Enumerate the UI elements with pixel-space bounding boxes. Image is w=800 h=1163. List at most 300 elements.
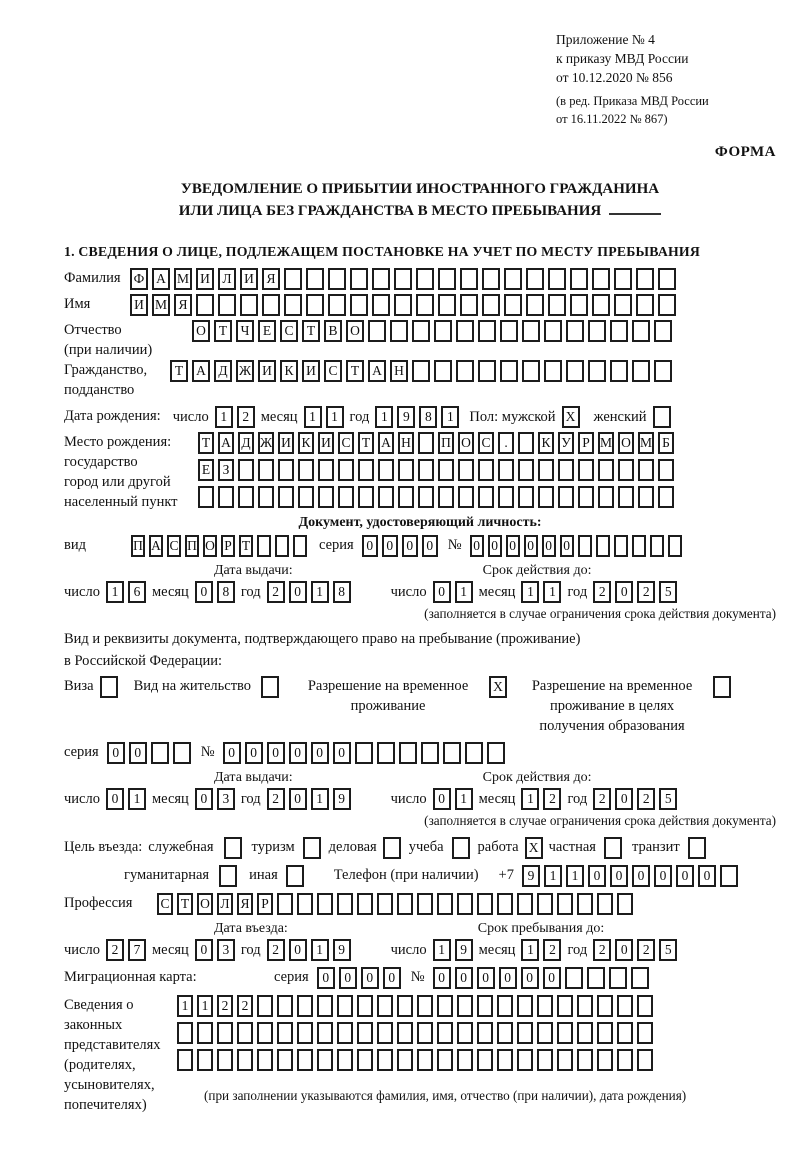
form-cell[interactable] [637, 1049, 653, 1071]
form-cell[interactable]: 2 [593, 788, 611, 810]
form-cell[interactable] [357, 995, 373, 1017]
form-cell[interactable] [293, 535, 307, 557]
form-cell[interactable] [417, 893, 433, 915]
form-cell[interactable] [498, 459, 514, 481]
form-cell[interactable] [277, 893, 293, 915]
form-cell[interactable] [434, 360, 452, 382]
form-cell[interactable] [460, 294, 478, 316]
form-cell[interactable] [437, 1049, 453, 1071]
form-cell[interactable] [497, 893, 513, 915]
form-cell[interactable] [456, 360, 474, 382]
form-cell[interactable] [258, 459, 274, 481]
form-cell[interactable] [258, 486, 274, 508]
form-cell[interactable] [277, 1022, 293, 1044]
form-cell[interactable] [412, 360, 430, 382]
form-cell[interactable]: Н [398, 432, 414, 454]
form-cell[interactable] [598, 459, 614, 481]
form-cell[interactable] [632, 360, 650, 382]
form-cell[interactable] [224, 837, 242, 859]
form-cell[interactable] [518, 459, 534, 481]
form-cell[interactable]: 3 [217, 788, 235, 810]
form-cell[interactable] [438, 459, 454, 481]
form-cell[interactable]: 0 [267, 742, 285, 764]
form-cell[interactable]: 0 [455, 967, 473, 989]
form-cell[interactable]: 0 [433, 788, 451, 810]
form-cell[interactable] [632, 320, 650, 342]
form-cell[interactable] [257, 535, 271, 557]
form-cell[interactable]: 2 [237, 406, 255, 428]
form-cell[interactable]: П [131, 535, 145, 557]
form-cell[interactable] [654, 360, 672, 382]
form-cell[interactable] [378, 486, 394, 508]
form-cell[interactable]: О [458, 432, 474, 454]
form-cell[interactable]: Т [346, 360, 364, 382]
form-cell[interactable] [518, 432, 534, 454]
form-cell[interactable]: 0 [195, 788, 213, 810]
form-cell[interactable]: 0 [560, 535, 574, 557]
form-cell[interactable]: 1 [304, 406, 322, 428]
form-cell[interactable] [398, 486, 414, 508]
form-cell[interactable] [557, 893, 573, 915]
form-cell[interactable] [317, 1022, 333, 1044]
form-cell[interactable] [317, 893, 333, 915]
form-cell[interactable]: Ф [130, 268, 148, 290]
form-cell[interactable] [592, 294, 610, 316]
form-cell[interactable]: М [152, 294, 170, 316]
form-cell[interactable] [522, 360, 540, 382]
form-cell[interactable]: 1 [311, 581, 329, 603]
form-cell[interactable]: Е [198, 459, 214, 481]
form-cell[interactable] [517, 893, 533, 915]
form-cell[interactable] [658, 294, 676, 316]
form-cell[interactable] [337, 1049, 353, 1071]
form-cell[interactable]: 0 [223, 742, 241, 764]
form-cell[interactable]: 0 [195, 939, 213, 961]
form-cell[interactable]: Ж [236, 360, 254, 382]
form-cell[interactable] [636, 294, 654, 316]
form-cell[interactable]: 0 [615, 581, 633, 603]
form-cell[interactable] [237, 1049, 253, 1071]
form-cell[interactable] [317, 1049, 333, 1071]
form-cell[interactable]: И [240, 268, 258, 290]
form-cell[interactable]: Т [170, 360, 188, 382]
form-cell[interactable] [416, 294, 434, 316]
form-cell[interactable]: 1 [197, 995, 213, 1017]
form-cell[interactable]: Ж [258, 432, 274, 454]
form-cell[interactable] [278, 486, 294, 508]
form-cell[interactable] [614, 294, 632, 316]
form-cell[interactable]: Я [237, 893, 253, 915]
form-cell[interactable] [418, 459, 434, 481]
form-cell[interactable] [497, 995, 513, 1017]
form-cell[interactable] [517, 1049, 533, 1071]
form-cell[interactable] [328, 294, 346, 316]
form-cell[interactable]: 8 [333, 581, 351, 603]
form-cell[interactable]: 1 [215, 406, 233, 428]
form-cell[interactable] [457, 995, 473, 1017]
form-cell[interactable] [238, 486, 254, 508]
form-cell[interactable]: 9 [522, 865, 540, 887]
form-cell[interactable]: Н [390, 360, 408, 382]
form-cell[interactable] [604, 837, 622, 859]
form-cell[interactable] [618, 459, 634, 481]
form-cell[interactable]: 3 [217, 939, 235, 961]
form-cell[interactable]: 5 [659, 788, 677, 810]
form-cell[interactable] [588, 320, 606, 342]
form-cell[interactable] [617, 1022, 633, 1044]
form-cell[interactable]: 0 [521, 967, 539, 989]
form-cell[interactable]: 0 [588, 865, 606, 887]
form-cell[interactable]: Л [217, 893, 233, 915]
form-cell[interactable]: 2 [267, 788, 285, 810]
form-cell[interactable] [637, 1022, 653, 1044]
form-cell[interactable]: 1 [311, 788, 329, 810]
form-cell[interactable] [570, 268, 588, 290]
form-cell[interactable] [638, 486, 654, 508]
form-cell[interactable] [219, 865, 237, 887]
form-cell[interactable] [458, 486, 474, 508]
form-cell[interactable] [297, 995, 313, 1017]
form-cell[interactable] [434, 320, 452, 342]
form-cell[interactable] [577, 995, 593, 1017]
form-cell[interactable] [477, 995, 493, 1017]
form-cell[interactable] [658, 268, 676, 290]
form-cell[interactable] [303, 837, 321, 859]
form-cell[interactable]: 1 [177, 995, 193, 1017]
form-cell[interactable] [578, 486, 594, 508]
form-cell[interactable] [217, 1049, 233, 1071]
form-cell[interactable] [357, 1022, 373, 1044]
form-cell[interactable] [262, 294, 280, 316]
form-cell[interactable] [438, 486, 454, 508]
form-cell[interactable] [538, 486, 554, 508]
form-cell[interactable] [544, 320, 562, 342]
form-cell[interactable] [537, 1049, 553, 1071]
form-cell[interactable]: Т [214, 320, 232, 342]
form-cell[interactable]: 2 [237, 995, 253, 1017]
form-cell[interactable]: С [324, 360, 342, 382]
form-cell[interactable]: 0 [382, 535, 398, 557]
form-cell[interactable] [477, 893, 493, 915]
form-cell[interactable] [417, 995, 433, 1017]
form-cell[interactable]: 0 [289, 581, 307, 603]
form-cell[interactable] [610, 320, 628, 342]
form-cell[interactable]: 2 [593, 939, 611, 961]
form-cell[interactable] [577, 893, 593, 915]
form-cell[interactable] [557, 995, 573, 1017]
form-cell[interactable] [173, 742, 191, 764]
form-cell[interactable]: В [324, 320, 342, 342]
form-cell[interactable] [257, 1049, 273, 1071]
form-cell[interactable]: 2 [543, 788, 561, 810]
form-cell[interactable] [338, 459, 354, 481]
form-cell[interactable]: 0 [333, 742, 351, 764]
form-cell[interactable] [557, 1022, 573, 1044]
form-cell[interactable] [558, 486, 574, 508]
form-cell[interactable] [477, 1022, 493, 1044]
form-cell[interactable]: К [538, 432, 554, 454]
form-cell[interactable] [614, 535, 628, 557]
form-cell[interactable] [372, 268, 390, 290]
form-cell[interactable]: Я [262, 268, 280, 290]
form-cell[interactable]: 0 [654, 865, 672, 887]
form-cell[interactable] [577, 1049, 593, 1071]
form-cell[interactable] [317, 995, 333, 1017]
form-cell[interactable]: 0 [433, 967, 451, 989]
form-cell[interactable]: 0 [289, 939, 307, 961]
form-cell[interactable]: 1 [521, 581, 539, 603]
form-cell[interactable]: 1 [521, 939, 539, 961]
form-cell[interactable] [456, 320, 474, 342]
form-cell[interactable] [257, 995, 273, 1017]
form-cell[interactable]: 0 [610, 865, 628, 887]
form-cell[interactable]: 0 [499, 967, 517, 989]
form-cell[interactable]: А [192, 360, 210, 382]
form-cell[interactable]: Р [257, 893, 273, 915]
form-cell[interactable]: X [489, 676, 507, 698]
form-cell[interactable]: 9 [333, 939, 351, 961]
form-cell[interactable]: 1 [455, 581, 473, 603]
form-cell[interactable]: 0 [422, 535, 438, 557]
form-cell[interactable] [418, 432, 434, 454]
form-cell[interactable] [438, 268, 456, 290]
form-cell[interactable] [318, 486, 334, 508]
form-cell[interactable]: 7 [128, 939, 146, 961]
form-cell[interactable] [197, 1022, 213, 1044]
form-cell[interactable] [609, 967, 627, 989]
form-cell[interactable] [318, 459, 334, 481]
form-cell[interactable]: 0 [402, 535, 418, 557]
form-cell[interactable]: И [258, 360, 276, 382]
form-cell[interactable] [298, 486, 314, 508]
form-cell[interactable] [297, 1022, 313, 1044]
form-cell[interactable]: X [562, 406, 580, 428]
form-cell[interactable]: 8 [419, 406, 437, 428]
form-cell[interactable] [438, 294, 456, 316]
form-cell[interactable]: 0 [361, 967, 379, 989]
form-cell[interactable] [377, 742, 395, 764]
form-cell[interactable] [151, 742, 169, 764]
form-cell[interactable]: П [438, 432, 454, 454]
form-cell[interactable]: 1 [521, 788, 539, 810]
form-cell[interactable]: С [157, 893, 173, 915]
form-cell[interactable] [597, 893, 613, 915]
form-cell[interactable] [637, 995, 653, 1017]
form-cell[interactable] [198, 486, 214, 508]
form-cell[interactable] [557, 1049, 573, 1071]
form-cell[interactable] [614, 268, 632, 290]
form-cell[interactable]: 1 [441, 406, 459, 428]
form-cell[interactable]: 2 [267, 939, 285, 961]
form-cell[interactable]: П [185, 535, 199, 557]
form-cell[interactable] [478, 360, 496, 382]
form-cell[interactable]: 0 [524, 535, 538, 557]
form-cell[interactable] [522, 320, 540, 342]
form-cell[interactable]: А [152, 268, 170, 290]
form-cell[interactable] [482, 294, 500, 316]
form-cell[interactable]: 2 [106, 939, 124, 961]
form-cell[interactable] [357, 893, 373, 915]
form-cell[interactable]: Л [218, 268, 236, 290]
form-cell[interactable]: С [280, 320, 298, 342]
form-cell[interactable]: М [174, 268, 192, 290]
form-cell[interactable]: А [368, 360, 386, 382]
form-cell[interactable] [537, 893, 553, 915]
form-cell[interactable]: 6 [128, 581, 146, 603]
form-cell[interactable] [452, 837, 470, 859]
form-cell[interactable] [397, 893, 413, 915]
form-cell[interactable] [416, 268, 434, 290]
form-cell[interactable]: 1 [543, 581, 561, 603]
form-cell[interactable]: Д [214, 360, 232, 382]
form-cell[interactable]: Д [238, 432, 254, 454]
form-cell[interactable] [378, 459, 394, 481]
form-cell[interactable]: 0 [488, 535, 502, 557]
form-cell[interactable] [592, 268, 610, 290]
form-cell[interactable]: 1 [375, 406, 393, 428]
form-cell[interactable]: 0 [543, 967, 561, 989]
form-cell[interactable] [297, 893, 313, 915]
form-cell[interactable] [636, 268, 654, 290]
form-cell[interactable] [458, 459, 474, 481]
form-cell[interactable]: С [338, 432, 354, 454]
form-cell[interactable]: 0 [311, 742, 329, 764]
form-cell[interactable] [478, 320, 496, 342]
form-cell[interactable] [658, 459, 674, 481]
form-cell[interactable]: 0 [542, 535, 556, 557]
form-cell[interactable] [537, 995, 553, 1017]
form-cell[interactable] [437, 1022, 453, 1044]
form-cell[interactable]: 1 [326, 406, 344, 428]
form-cell[interactable] [218, 294, 236, 316]
form-cell[interactable]: Я [174, 294, 192, 316]
form-cell[interactable] [654, 320, 672, 342]
form-cell[interactable] [587, 967, 605, 989]
form-cell[interactable]: Р [221, 535, 235, 557]
form-cell[interactable]: 1 [455, 788, 473, 810]
form-cell[interactable] [337, 1022, 353, 1044]
form-cell[interactable]: Т [198, 432, 214, 454]
form-cell[interactable] [383, 837, 401, 859]
form-cell[interactable] [477, 1049, 493, 1071]
form-cell[interactable]: 0 [615, 788, 633, 810]
form-cell[interactable] [338, 486, 354, 508]
form-cell[interactable]: 0 [107, 742, 125, 764]
form-cell[interactable]: 0 [289, 742, 307, 764]
form-cell[interactable]: 2 [267, 581, 285, 603]
form-cell[interactable]: Р [578, 432, 594, 454]
form-cell[interactable] [517, 995, 533, 1017]
form-cell[interactable] [720, 865, 738, 887]
form-cell[interactable] [218, 486, 234, 508]
form-cell[interactable]: 5 [659, 581, 677, 603]
form-cell[interactable] [548, 294, 566, 316]
form-cell[interactable]: Т [177, 893, 193, 915]
form-cell[interactable]: 0 [289, 788, 307, 810]
form-cell[interactable]: 0 [129, 742, 147, 764]
form-cell[interactable] [478, 486, 494, 508]
form-cell[interactable]: 1 [311, 939, 329, 961]
form-cell[interactable]: 0 [698, 865, 716, 887]
form-cell[interactable] [358, 486, 374, 508]
form-cell[interactable] [497, 1022, 513, 1044]
form-cell[interactable] [688, 837, 706, 859]
form-cell[interactable] [357, 1049, 373, 1071]
form-cell[interactable] [377, 1049, 393, 1071]
form-cell[interactable]: И [130, 294, 148, 316]
form-cell[interactable] [578, 459, 594, 481]
form-cell[interactable] [437, 893, 453, 915]
form-cell[interactable]: И [278, 432, 294, 454]
form-cell[interactable] [658, 486, 674, 508]
form-cell[interactable]: И [302, 360, 320, 382]
form-cell[interactable] [399, 742, 417, 764]
form-cell[interactable] [177, 1049, 193, 1071]
form-cell[interactable] [306, 268, 324, 290]
form-cell[interactable] [397, 1049, 413, 1071]
form-cell[interactable]: О [197, 893, 213, 915]
form-cell[interactable]: А [149, 535, 163, 557]
form-cell[interactable]: О [192, 320, 210, 342]
form-cell[interactable]: 1 [128, 788, 146, 810]
form-cell[interactable]: 2 [543, 939, 561, 961]
form-cell[interactable] [498, 486, 514, 508]
form-cell[interactable] [350, 294, 368, 316]
form-cell[interactable] [577, 1022, 593, 1044]
form-cell[interactable]: 0 [106, 788, 124, 810]
form-cell[interactable] [394, 294, 412, 316]
form-cell[interactable]: С [167, 535, 181, 557]
form-cell[interactable] [544, 360, 562, 382]
form-cell[interactable]: 0 [615, 939, 633, 961]
form-cell[interactable]: 0 [477, 967, 495, 989]
form-cell[interactable] [377, 995, 393, 1017]
form-cell[interactable]: 0 [632, 865, 650, 887]
form-cell[interactable]: 0 [339, 967, 357, 989]
form-cell[interactable] [397, 995, 413, 1017]
form-cell[interactable]: 0 [470, 535, 484, 557]
form-cell[interactable] [500, 320, 518, 342]
form-cell[interactable] [350, 268, 368, 290]
form-cell[interactable] [457, 893, 473, 915]
form-cell[interactable] [653, 406, 671, 428]
form-cell[interactable] [497, 1049, 513, 1071]
form-cell[interactable]: Т [358, 432, 374, 454]
form-cell[interactable] [286, 865, 304, 887]
form-cell[interactable] [394, 268, 412, 290]
form-cell[interactable] [668, 535, 682, 557]
form-cell[interactable]: М [598, 432, 614, 454]
form-cell[interactable]: 1 [433, 939, 451, 961]
form-cell[interactable] [368, 320, 386, 342]
form-cell[interactable]: 0 [245, 742, 263, 764]
form-cell[interactable]: 9 [455, 939, 473, 961]
form-cell[interactable] [197, 1049, 213, 1071]
form-cell[interactable] [457, 1049, 473, 1071]
form-cell[interactable] [632, 535, 646, 557]
form-cell[interactable] [588, 360, 606, 382]
form-cell[interactable] [372, 294, 390, 316]
form-cell[interactable]: И [318, 432, 334, 454]
form-cell[interactable] [237, 1022, 253, 1044]
form-cell[interactable]: А [378, 432, 394, 454]
form-cell[interactable] [261, 676, 279, 698]
form-cell[interactable] [217, 1022, 233, 1044]
form-cell[interactable] [504, 268, 522, 290]
form-cell[interactable]: О [618, 432, 634, 454]
form-cell[interactable]: Ч [236, 320, 254, 342]
form-cell[interactable]: С [478, 432, 494, 454]
